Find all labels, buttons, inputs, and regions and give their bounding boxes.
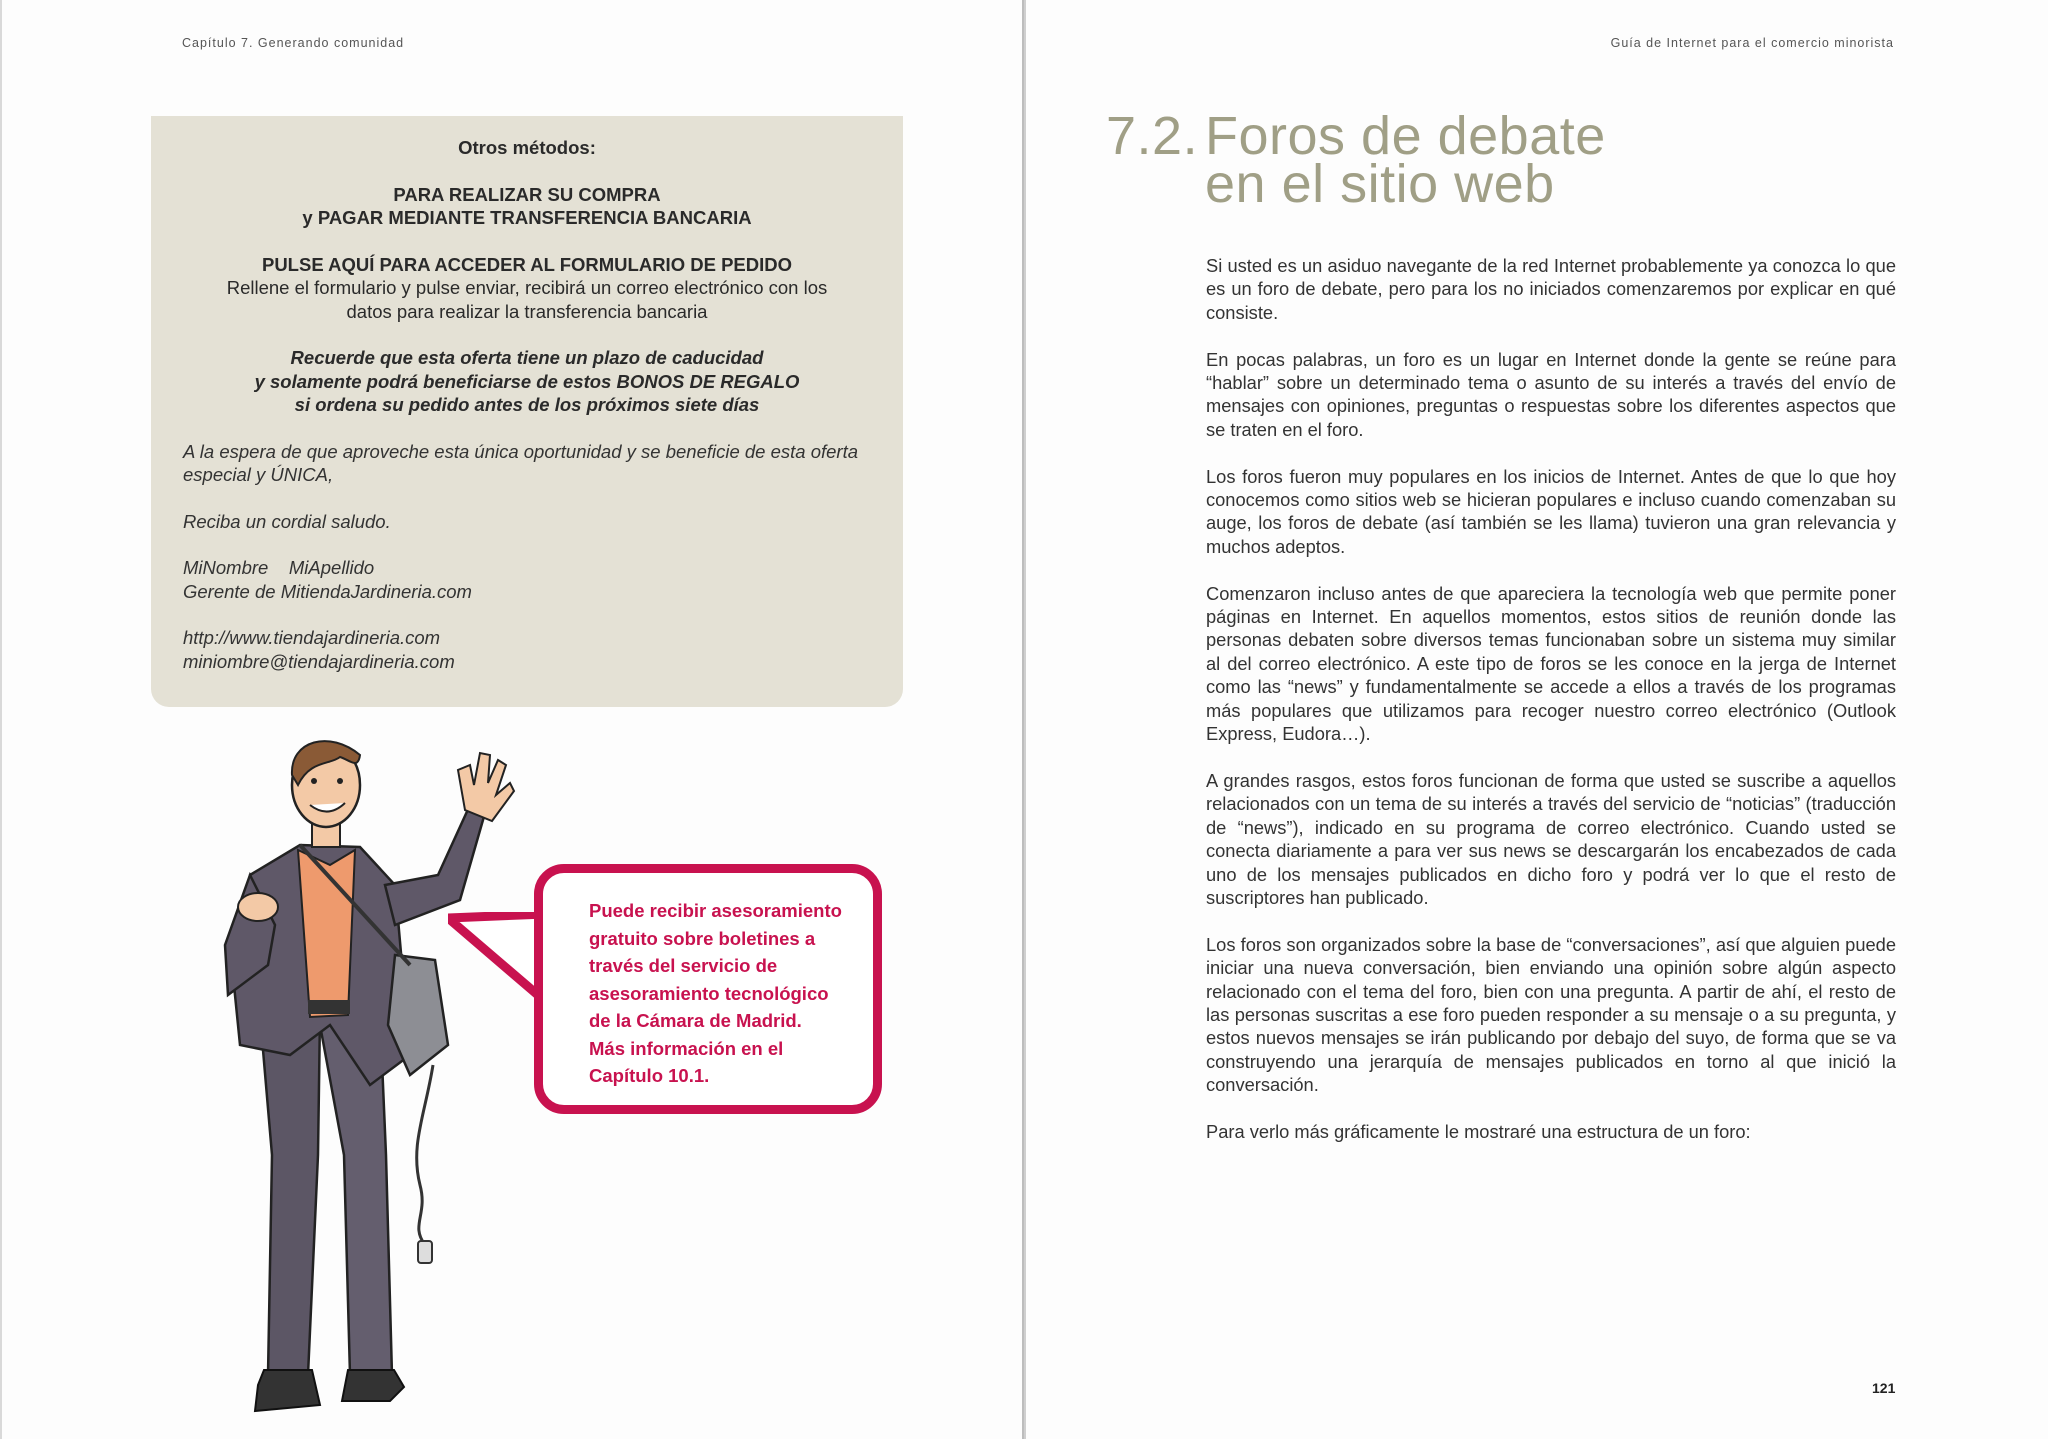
bubble-line: Capítulo 10.1.	[589, 1065, 710, 1086]
running-head-left: Capítulo 7. Generando comunidad	[182, 36, 405, 50]
reminder-line-2: y solamente podrá beneficiarse de estos BONOS DE REGALO	[254, 370, 800, 392]
speech-bubble	[534, 864, 882, 1114]
website-link[interactable]: http://www.tiendajardineria.com	[183, 627, 441, 648]
reminder-line-1: Recuerde que esta oferta tiene un plazo de caducidad	[290, 347, 764, 368]
paragraph: Los foros son organizados sobre la base de “conversaciones”, así que alguien puede iniciar una nueva conversación, bien enviando una opinión sobre algún aspecto relacionado con el tema del foro, bien con una pregunta. A partir de ahí, el resto de las personas suscritas a ese foro pueden responder a su mensaje o a su pregunta, y estos nuevos mensajes se irán publicando por debajo del suyo, de forma que se va construyendo una jerarquía de mensajes publicados en torno al que inició la conversación.	[1206, 933, 1896, 1096]
paragraph: Los foros fueron muy populares en los inicios de Internet. Antes de que lo que hoy conocemos como sitios web se hicieran populares e incluso cuando comenzaban su auge, los foros de debate (así también se les llama) tuvieron una gran relevancia y muchos adeptos.	[1206, 465, 1896, 557]
closing-line-1: A la espera de que aproveche esta única oportunidad y se beneficie de esta oferta	[183, 440, 859, 462]
bubble-line: gratuito sobre boletines a	[589, 927, 816, 949]
businessman-illustration	[180, 725, 540, 1425]
speech-bubble-tail	[448, 912, 548, 1012]
paragraph: Si usted es un asiduo navegante de la red Internet probablemente ya conozca lo que es un foro de debate, pero para los no iniciados comenzaremos por explicar en qué consiste.	[1206, 255, 1896, 323]
bubble-line: través del servicio de	[589, 955, 778, 976]
bubble-line: Puede recibir asesoramiento	[589, 900, 842, 921]
paragraph: A grandes rasgos, estos foros funcionan de forma que usted se suscribe a aquellos relacionados con un tema de su interés a través del servicio de “noticias” (traducción de “news”), indicado en su programa de correo electrónico. Cuando usted se conecta diariamente a para ver sus news se descargarán los encabezados de cada uno de los mensajes publicados en dicho foro y podrá ver lo que el resto de suscriptores han publicado.	[1206, 769, 1896, 908]
purchase-line-2: y PAGAR MEDIANTE TRANSFERENCIA BANCARIA	[302, 207, 752, 228]
closing-line-2: especial y ÚNICA,	[183, 464, 334, 485]
signature-role: Gerente de MitiendaJardineria.com	[183, 580, 472, 602]
purchase-line-1: PARA REALIZAR SU COMPRA	[393, 183, 661, 205]
bubble-line: de la Cámara de Madrid.	[589, 1010, 802, 1031]
email-link[interactable]: miniombre@tiendajardineria.com	[183, 650, 455, 672]
paragraph: Comenzaron incluso antes de que apareciera la tecnología web que permite poner páginas en Internet. En aquellos momentos, estos sitios de reunión donde las personas debaten sobre diversos temas funcionaban sobre un sistema muy similar al del correo electrónico. A este tipo de foros se les conoce en la jerga de Internet como las “news” y fundamentalmente se accede a ellos a través de los programas más populares que utilizamos para recoger nuestro correo electrónico (Outlook Express, Eudora…).	[1206, 582, 1896, 745]
greeting: Reciba un cordial saludo.	[183, 510, 391, 532]
bubble-line: asesoramiento tecnológico	[589, 982, 829, 1004]
title-line-1: Foros de debate	[1205, 106, 1606, 166]
offer-email-box	[151, 116, 903, 707]
section-number: 7.2.	[1106, 106, 1199, 166]
bubble-line: Más información en el	[589, 1037, 784, 1059]
body-text	[1206, 254, 1896, 1167]
offer-heading: Otros métodos:	[458, 137, 596, 158]
page-number: 121	[1872, 1380, 1896, 1396]
form-description-1: Rellene el formulario y pulse enviar, recibirá un correo electrónico con los	[226, 277, 828, 298]
paragraph: En pocas palabras, un foro es un lugar en Internet donde la gente se reúne para “hablar” sobre un determinado tema o asunto de su interés a través del envío de mensajes con opiniones, preguntas o respuestas sobre los diferentes aspectos que se traten en el foro.	[1206, 348, 1896, 440]
order-form-link[interactable]: PULSE AQUÍ PARA ACCEDER AL FORMULARIO DE PEDIDO	[261, 253, 792, 275]
form-description-2: datos para realizar la transferencia bancaria	[346, 300, 708, 322]
book-gutter	[1022, 0, 1024, 1439]
paragraph: Para verlo más gráficamente le mostraré una estructura de un foro:	[1206, 1120, 1751, 1142]
bubble-text	[589, 897, 843, 1090]
reminder-line-3: si ordena su pedido antes de los próximos siete días	[294, 394, 760, 415]
running-head-right: Guía de Internet para el comercio minorista	[1610, 36, 1894, 50]
section-title	[1106, 106, 1606, 214]
title-line-2: en el sitio web	[1205, 154, 1555, 214]
signature-name: MiNombre MiApellido	[183, 557, 375, 578]
